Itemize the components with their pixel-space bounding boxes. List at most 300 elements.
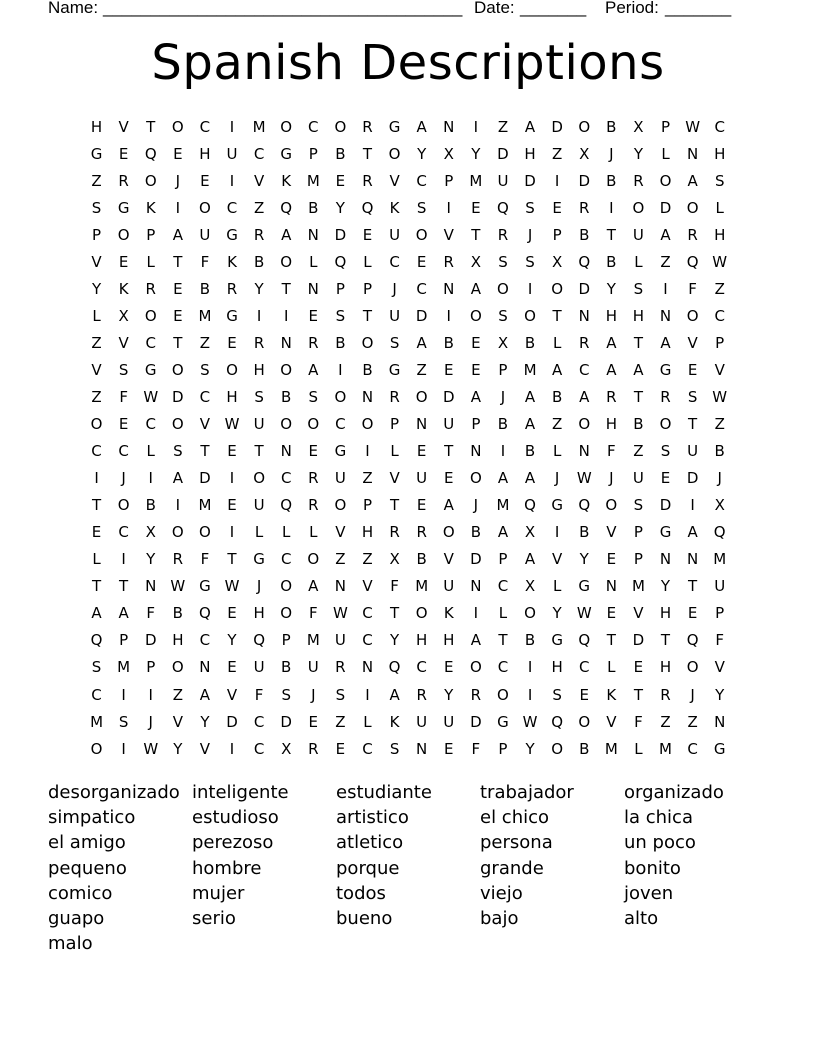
grid-letter: E (416, 442, 427, 461)
grid-letter: Y (91, 279, 102, 298)
grid-letter: P (660, 117, 671, 136)
word-bank-item: persona (480, 832, 553, 854)
grid-letter: L (309, 523, 318, 542)
grid-letter: Q (361, 198, 374, 217)
grid-letter: E (227, 442, 237, 461)
grid-letter: U (443, 415, 455, 434)
grid-letter: F (200, 252, 210, 271)
word-bank (48, 780, 768, 956)
grid-letter: Y (146, 550, 156, 569)
grid-letter: B (633, 415, 644, 434)
grid-letter: C (362, 739, 373, 758)
grid-letter: Q (524, 496, 536, 515)
grid-letter: D (524, 171, 536, 190)
grid-letter: O (307, 415, 320, 434)
grid-letter: X (281, 739, 292, 758)
grid-letter: A (308, 577, 319, 596)
grid-letter: E (118, 144, 129, 163)
grid-letter: A (470, 387, 481, 406)
grid-letter: I (229, 523, 235, 542)
grid-letter: I (148, 685, 153, 704)
grid-letter: K (389, 198, 400, 217)
grid-letter: G (659, 360, 672, 379)
grid-letter: T (552, 306, 562, 325)
grid-letter: R (579, 333, 590, 352)
grid-letter: O (171, 523, 184, 542)
grid-letter: T (146, 117, 156, 136)
word-bank-item: hombre (192, 857, 262, 879)
grid-letter: D (578, 171, 591, 190)
grid-letter: Y (579, 550, 589, 569)
grid-letter: E (471, 333, 481, 352)
grid-letter: D (226, 712, 238, 731)
grid-letter: E (444, 658, 454, 677)
grid-letter: E (416, 496, 427, 515)
word-bank-item: simpatico (48, 807, 136, 829)
grid-letter: R (579, 198, 590, 217)
grid-letter: L (390, 442, 399, 461)
grid-letter: M (469, 171, 483, 190)
grid-letter: U (199, 225, 211, 244)
name-label: Name: (48, 0, 99, 17)
grid-letter: H (253, 604, 265, 623)
grid-letter: I (663, 279, 668, 298)
grid-letter: I (121, 685, 126, 704)
grid-letter: M (604, 739, 618, 758)
grid-letter: W (712, 252, 728, 271)
grid-letter: V (118, 333, 129, 352)
grid-letter: V (199, 415, 211, 434)
grid-letter: V (118, 117, 129, 136)
grid-letter: A (687, 523, 698, 542)
grid-letter: R (416, 523, 427, 542)
grid-letter: Q (578, 631, 591, 650)
grid-letter: T (606, 225, 616, 244)
grid-letter: A (416, 117, 427, 136)
grid-letter: A (91, 604, 102, 623)
grid-letter: D (144, 631, 157, 650)
grid-letter: B (579, 739, 590, 758)
grid-letter: B (551, 387, 563, 406)
grid-letter: T (633, 387, 643, 406)
grid-letter: R (660, 685, 671, 704)
grid-letter: Z (714, 279, 725, 298)
grid-letter: B (308, 198, 319, 217)
grid-letter: U (443, 577, 455, 596)
grid-letter: C (145, 415, 156, 434)
grid-letter: K (227, 252, 237, 271)
word-bank-item: viejo (480, 882, 523, 904)
grid-letter: G (144, 360, 157, 379)
grid-letter: C (199, 117, 211, 136)
grid-row (83, 113, 733, 140)
grid-letter: I (473, 604, 479, 623)
grid-letter: S (416, 198, 427, 217)
grid-letter: C (118, 523, 129, 542)
grid-letter: X (443, 144, 454, 163)
grid-letter: J (392, 279, 397, 298)
grid-letter: A (172, 469, 183, 488)
grid-letter: L (282, 523, 291, 542)
grid-letter: S (633, 496, 644, 515)
grid-letter: A (579, 387, 590, 406)
grid-letter: N (714, 712, 726, 731)
grid-letter: F (200, 550, 210, 569)
grid-letter: X (552, 252, 563, 271)
grid-letter: K (389, 712, 400, 731)
grid-letter: R (687, 225, 698, 244)
grid-letter: U (632, 225, 644, 244)
grid-letter: O (469, 658, 482, 677)
grid-letter: S (498, 306, 508, 325)
grid-letter: J (609, 144, 614, 163)
grid-letter: Z (497, 117, 509, 136)
grid-letter: R (145, 279, 156, 298)
grid-letter: J (500, 387, 506, 406)
grid-letter: J (311, 685, 316, 704)
word-bank-item: malo (48, 933, 93, 955)
grid-letter: O (659, 171, 672, 190)
grid-letter: I (473, 117, 479, 136)
grid-letter: V (335, 523, 346, 542)
grid-row (83, 654, 733, 681)
grid-letter: K (281, 171, 292, 190)
grid-letter: W (522, 712, 538, 731)
grid-row (83, 329, 733, 356)
grid-letter: Y (335, 198, 345, 217)
grid-letter: P (146, 658, 156, 677)
grid-letter: D (280, 712, 292, 731)
grid-letter: O (199, 198, 211, 217)
page-title: Spanish Descriptions (151, 35, 665, 91)
grid-letter: I (121, 550, 126, 569)
grid-letter: U (334, 631, 346, 650)
grid-letter: H (632, 306, 645, 325)
grid-row (83, 438, 733, 465)
grid-letter: E (606, 550, 617, 569)
grid-letter: G (497, 712, 509, 731)
grid-letter: O (117, 496, 130, 515)
grid-letter: Q (578, 496, 591, 515)
grid-letter: T (254, 442, 264, 461)
grid-letter: O (388, 144, 401, 163)
grid-letter: L (146, 442, 155, 461)
grid-letter: F (634, 712, 643, 731)
grid-letter: A (524, 117, 536, 136)
grid-letter: A (606, 360, 617, 379)
grid-letter: F (308, 604, 318, 623)
grid-letter: Q (253, 631, 266, 650)
grid-letter: T (119, 577, 129, 596)
grid-letter: A (660, 225, 671, 244)
grid-letter: E (308, 442, 319, 461)
grid-letter: V (443, 550, 454, 569)
grid-letter: P (498, 739, 508, 758)
grid-letter: F (146, 604, 156, 623)
grid-letter: B (524, 333, 536, 352)
grid-letter: D (415, 306, 428, 325)
grid-letter: U (253, 496, 265, 515)
grid-letter: I (554, 523, 560, 542)
grid-letter: C (145, 333, 156, 352)
grid-letter: E (444, 739, 454, 758)
word-bank-item: bonito (624, 857, 681, 879)
grid-letter: H (443, 631, 455, 650)
word-bank-item: pequeno (48, 857, 127, 879)
grid-letter: L (309, 252, 318, 271)
grid-letter: I (121, 739, 126, 758)
grid-letter: V (606, 523, 617, 542)
grid-letter: L (552, 333, 562, 352)
grid-letter: I (527, 685, 533, 704)
word-bank-item: mujer (192, 882, 245, 904)
grid-letter: C (362, 631, 373, 650)
grid-letter: O (280, 604, 293, 623)
grid-letter: D (659, 496, 672, 515)
grid-letter: Y (715, 685, 725, 704)
grid-letter: D (632, 631, 645, 650)
word-bank-item: la chica (624, 807, 693, 829)
grid-letter: O (280, 252, 293, 271)
grid-letter: P (335, 279, 345, 298)
grid-letter: S (200, 360, 210, 379)
word-bank-item: artistico (336, 807, 409, 829)
grid-letter: O (280, 577, 293, 596)
grid-letter: N (280, 333, 292, 352)
grid-letter: Y (389, 631, 400, 650)
grid-letter: M (659, 739, 672, 758)
grid-letter: E (471, 198, 481, 217)
grid-letter: L (552, 442, 562, 461)
grid-letter: A (660, 333, 671, 352)
grid-letter: S (335, 306, 346, 325)
grid-letter: P (715, 604, 725, 623)
grid-letter: T (389, 604, 400, 623)
grid-letter: Z (335, 550, 346, 569)
word-bank-item: estudiante (336, 782, 432, 803)
grid-letter: A (497, 469, 509, 488)
grid-letter: G (226, 306, 238, 325)
grid-letter: V (687, 333, 698, 352)
grid-letter: Z (687, 712, 698, 731)
grid-letter: S (118, 360, 129, 379)
grid-letter: A (633, 360, 644, 379)
grid-letter: C (578, 658, 590, 677)
grid-letter: P (552, 225, 562, 244)
grid-letter: L (715, 198, 724, 217)
grid-letter: O (334, 496, 347, 515)
grid-letter: S (633, 279, 644, 298)
grid-row (83, 546, 733, 573)
grid-letter: E (227, 658, 237, 677)
grid-letter: O (686, 306, 699, 325)
grid-letter: R (308, 496, 319, 515)
grid-letter: E (200, 171, 210, 190)
grid-letter: W (224, 415, 240, 434)
grid-letter: T (227, 550, 237, 569)
grid-letter: X (714, 496, 725, 515)
grid-letter: N (280, 442, 292, 461)
grid-letter: B (335, 144, 346, 163)
grid-letter: G (713, 739, 726, 758)
grid-letter: S (281, 685, 291, 704)
word-bank-item: serio (192, 907, 236, 929)
grid-letter: P (146, 225, 156, 244)
grid-letter: H (551, 658, 563, 677)
grid-letter: I (609, 198, 614, 217)
grid-letter: O (497, 685, 509, 704)
grid-letter: D (334, 225, 347, 244)
grid-letter: O (171, 415, 184, 434)
grid-letter: Z (633, 442, 644, 461)
grid-letter: G (334, 442, 347, 461)
grid-row (83, 383, 733, 410)
grid-letter: C (578, 360, 590, 379)
grid-letter: A (416, 333, 427, 352)
grid-letter: I (229, 171, 235, 190)
grid-letter: H (90, 117, 103, 136)
grid-letter: G (117, 198, 130, 217)
grid-letter: L (634, 252, 643, 271)
grid-letter: V (714, 360, 725, 379)
grid-letter: B (606, 171, 617, 190)
grid-letter: J (256, 577, 262, 596)
grid-letter: L (363, 712, 372, 731)
grid-letter: B (524, 631, 536, 650)
grid-letter: Z (91, 333, 102, 352)
grid-letter: V (199, 739, 211, 758)
grid-letter: R (443, 252, 454, 271)
grid-letter: B (497, 415, 509, 434)
grid-letter: O (632, 198, 645, 217)
grid-letter: M (90, 712, 104, 731)
grid-letter: M (306, 631, 320, 650)
grid-letter: B (524, 442, 536, 461)
grid-letter: A (389, 685, 400, 704)
grid-letter: C (199, 631, 211, 650)
grid-letter: P (498, 550, 508, 569)
grid-letter: N (686, 144, 699, 163)
grid-letter: Y (471, 144, 481, 163)
grid-letter: Q (713, 523, 726, 542)
grid-letter: R (606, 387, 617, 406)
grid-letter: E (606, 604, 617, 623)
grid-letter: D (659, 198, 672, 217)
grid-letter: Y (525, 739, 535, 758)
grid-letter: X (118, 306, 129, 325)
student-info-header (48, 0, 748, 20)
grid-letter: P (390, 415, 400, 434)
grid-letter: C (416, 171, 427, 190)
grid-letter: U (253, 415, 265, 434)
grid-row (83, 140, 733, 167)
grid-letter: V (443, 225, 454, 244)
grid-letter: I (365, 442, 370, 461)
grid-letter: U (307, 658, 319, 677)
grid-letter: R (335, 658, 346, 677)
grid-letter: D (470, 712, 482, 731)
grid-letter: G (253, 550, 265, 569)
grid-letter: L (363, 252, 372, 271)
grid-letter: E (471, 360, 481, 379)
grid-letter: T (606, 631, 616, 650)
grid-letter: M (252, 117, 266, 136)
grid-letter: I (690, 496, 695, 515)
grid-letter: G (199, 577, 211, 596)
grid-letter: M (631, 577, 645, 596)
grid-letter: C (497, 577, 509, 596)
grid-letter: A (118, 604, 129, 623)
grid-letter: Z (714, 415, 725, 434)
grid-letter: B (470, 523, 481, 542)
grid-letter: A (470, 631, 481, 650)
grid-letter: S (498, 252, 508, 271)
grid-letter: D (442, 387, 455, 406)
grid-letter: O (497, 279, 509, 298)
grid-letter: H (361, 523, 374, 542)
grid-letter: Y (254, 279, 264, 298)
grid-letter: A (281, 225, 292, 244)
grid-letter: Z (552, 144, 563, 163)
grid-letter: T (498, 631, 508, 650)
grid-letter: H (605, 415, 617, 434)
grid-letter: R (308, 333, 319, 352)
grid-letter: V (606, 712, 617, 731)
grid-letter: I (554, 171, 560, 190)
word-bank-item: todos (336, 882, 386, 904)
grid-letter: Y (200, 712, 210, 731)
grid-letter: B (443, 333, 454, 352)
grid-letter: O (361, 333, 374, 352)
word-bank-item: alto (624, 907, 659, 929)
grid-letter: P (362, 496, 372, 515)
grid-letter: G (551, 631, 563, 650)
grid-letter: E (173, 306, 183, 325)
grid-letter: C (280, 550, 292, 569)
grid-letter: N (443, 279, 455, 298)
grid-letter: B (281, 658, 292, 677)
grid-letter: D (199, 469, 211, 488)
grid-letter: O (442, 523, 455, 542)
grid-letter: L (92, 306, 101, 325)
grid-letter: E (416, 252, 427, 271)
grid-letter: O (226, 360, 238, 379)
grid-letter: C (389, 252, 400, 271)
grid-letter: R (633, 171, 644, 190)
grid-letter: B (579, 523, 590, 542)
grid-letter: E (91, 523, 102, 542)
grid-letter: D (497, 144, 509, 163)
grid-letter: U (416, 712, 428, 731)
grid-letter: N (659, 550, 672, 569)
grid-letter: O (605, 496, 618, 515)
word-bank-item: atletico (336, 832, 404, 854)
grid-letter: C (253, 739, 265, 758)
grid-letter: M (117, 658, 131, 677)
word-bank-item: un poco (624, 832, 696, 854)
grid-letter: Q (144, 144, 157, 163)
grid-letter: J (690, 685, 695, 704)
grid-letter: I (527, 279, 533, 298)
grid-letter: C (714, 306, 725, 325)
grid-letter: U (687, 442, 699, 461)
grid-letter: I (527, 658, 533, 677)
grid-letter: N (145, 577, 157, 596)
grid-letter: O (253, 469, 266, 488)
word-bank-item: el chico (480, 807, 550, 829)
grid-letter: W (332, 604, 348, 623)
grid-letter: G (280, 144, 293, 163)
